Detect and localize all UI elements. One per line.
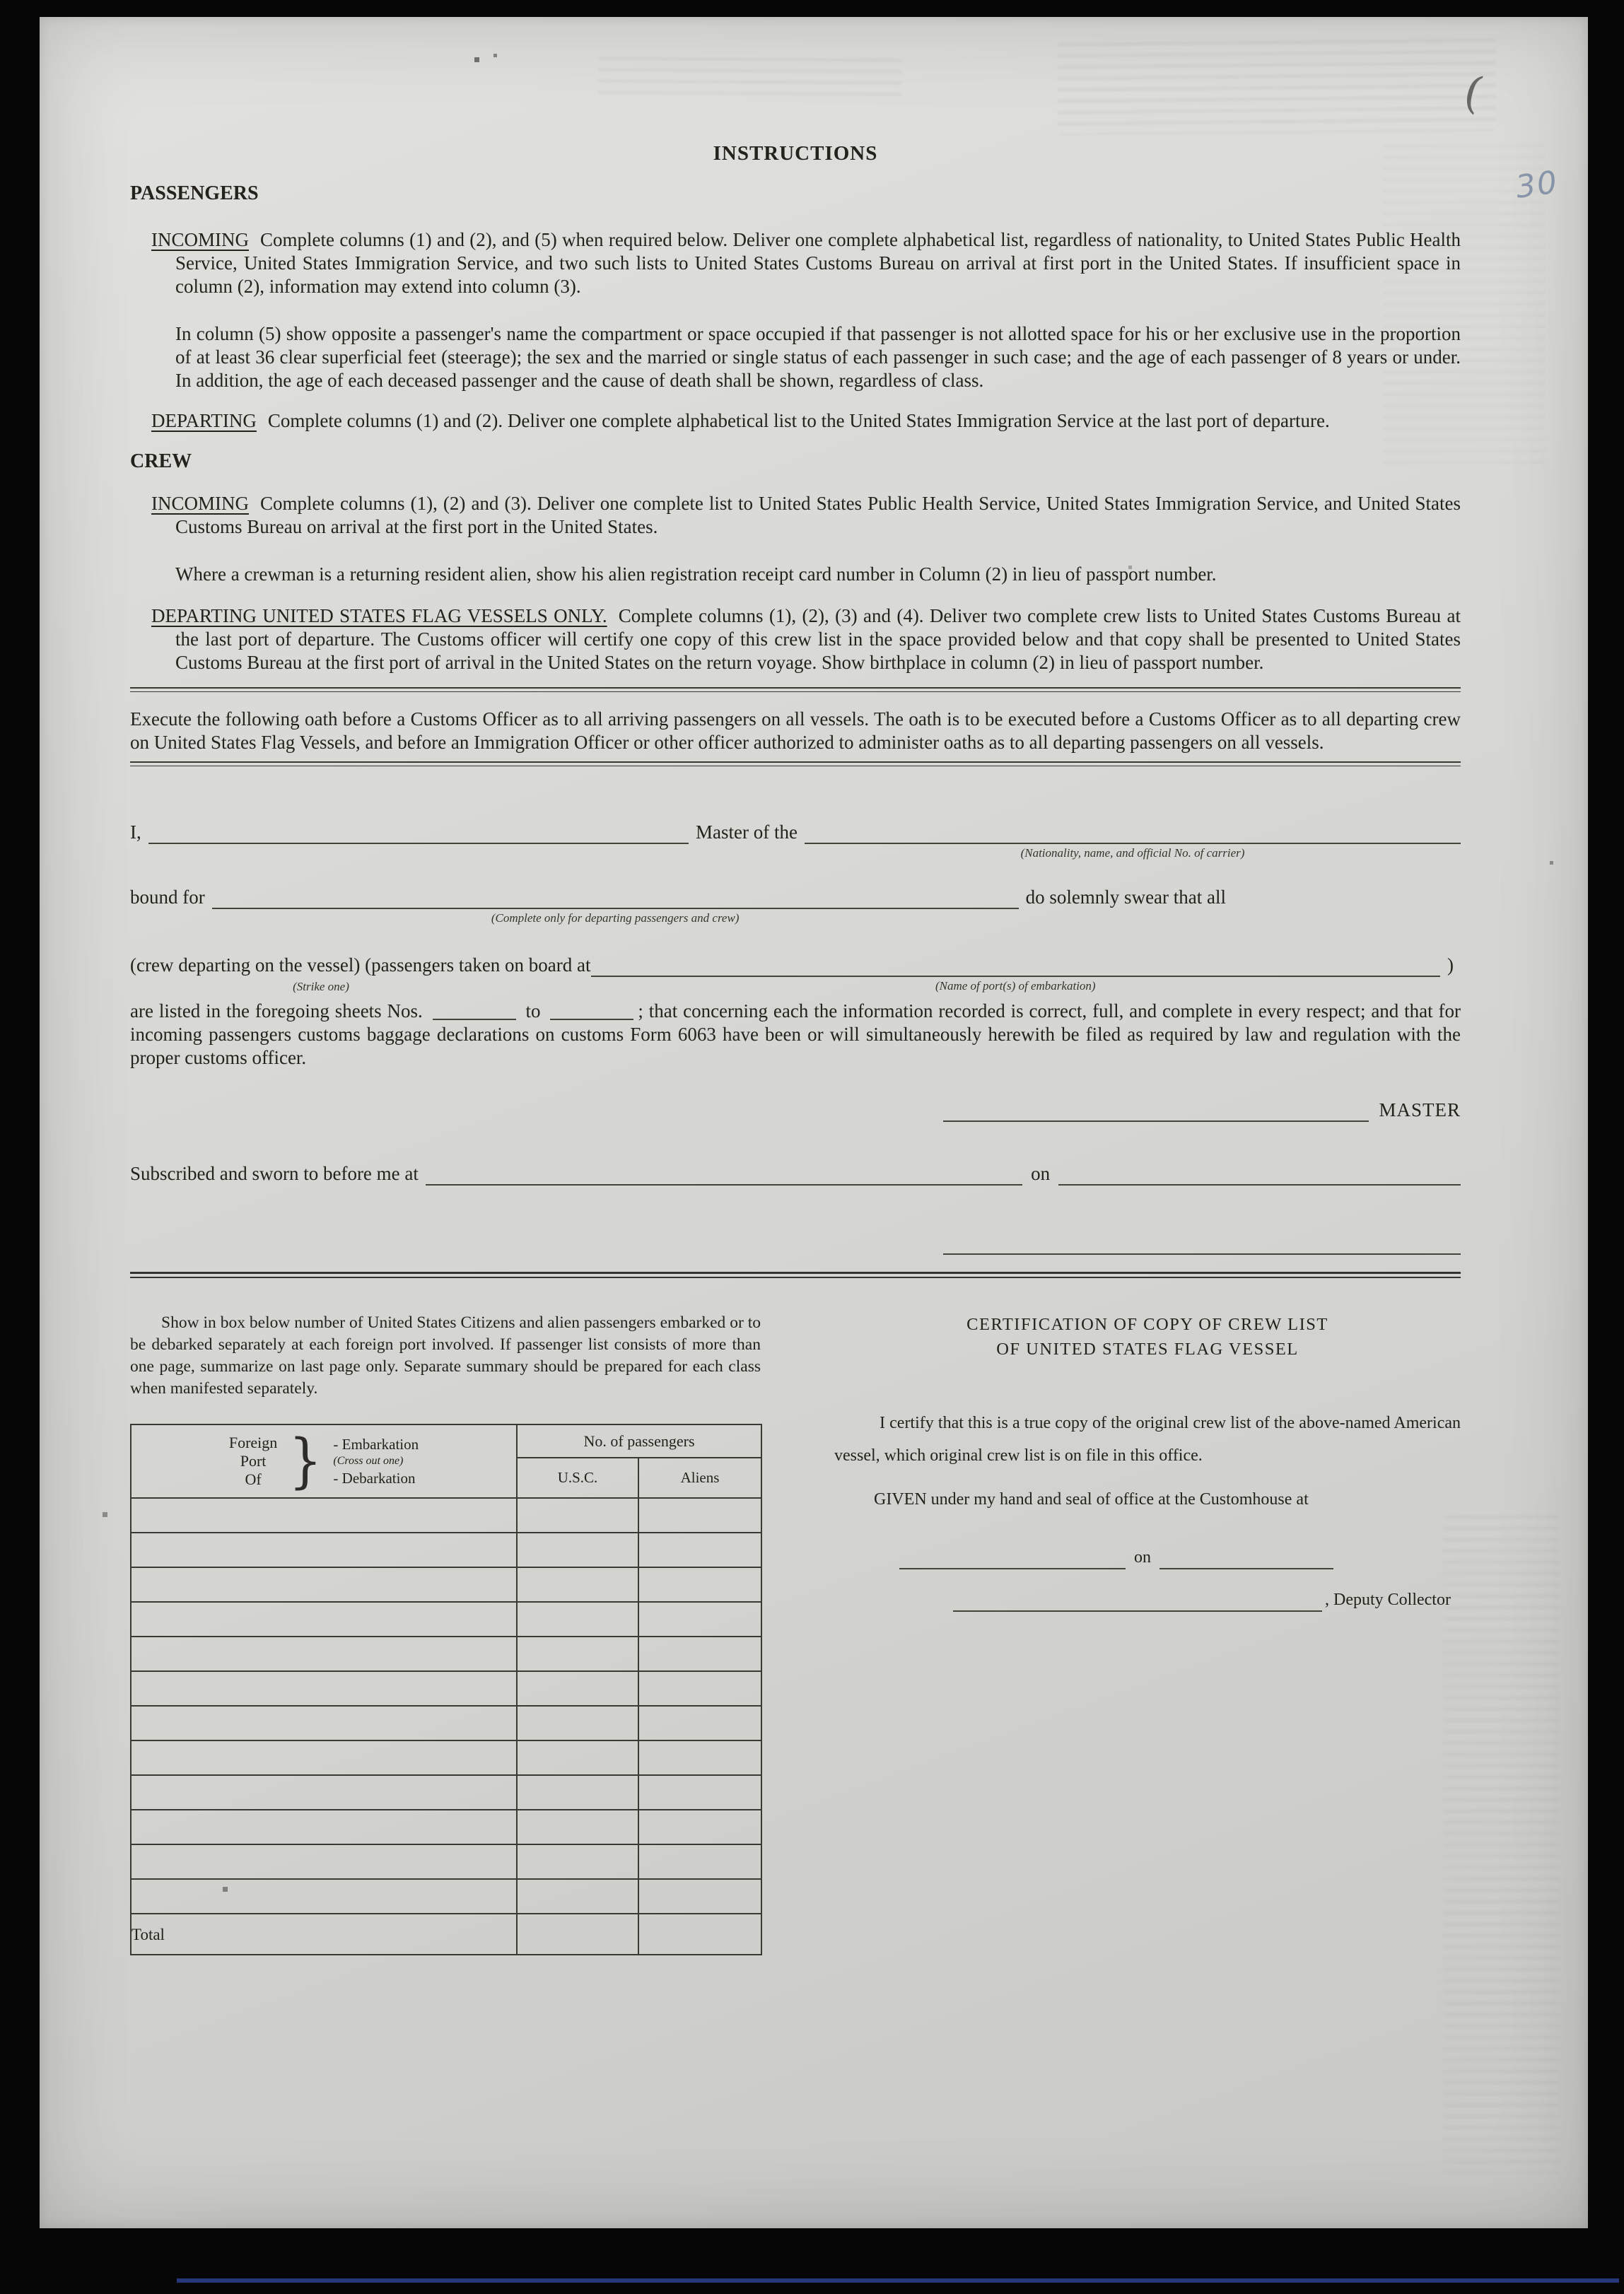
usc-cell[interactable] — [517, 1810, 638, 1844]
on-word: on — [1031, 1163, 1051, 1184]
certification-heading-2: OF UNITED STATES FLAG VESSEL — [996, 1340, 1299, 1359]
master-of-label: Master of the — [696, 821, 798, 843]
aliens-cell[interactable] — [638, 1844, 761, 1879]
table-row — [131, 1533, 761, 1567]
given-text: GIVEN under my hand and seal of office at the Customhouse at — [874, 1490, 1309, 1509]
foreign-port-header — [131, 1424, 517, 1498]
crew-departing-flag-paragraph — [151, 604, 1461, 674]
strike-one-row — [130, 953, 1461, 993]
summary-column — [130, 1312, 761, 1955]
officer-signature-blank[interactable] — [943, 1231, 1461, 1255]
port-cell[interactable] — [131, 1671, 517, 1706]
table-row — [131, 1671, 761, 1706]
deputy-row — [953, 1588, 1461, 1612]
aliens-cell[interactable] — [638, 1602, 761, 1637]
divider-rule — [130, 687, 1461, 692]
aliens-cell[interactable] — [638, 1533, 761, 1567]
sheets-to-blank[interactable] — [550, 1000, 633, 1020]
listed-text-2: ; that concerning each the information recorded is correct, full, and complete in every respect; and that for incoming passengers customs baggage declarations on customs Form 6063 have been or will simultaneously herewith be filed as required by law and regulation with the proper customs officer. — [130, 1000, 1461, 1068]
port-cell[interactable] — [131, 1740, 517, 1775]
total-row — [131, 1914, 761, 1955]
aliens-cell[interactable] — [638, 1810, 761, 1844]
subscribed-label: Subscribed and sworn to before me at — [130, 1163, 419, 1184]
page-title: INSTRUCTIONS — [713, 142, 878, 165]
port-cell[interactable] — [131, 1637, 517, 1671]
usc-cell[interactable] — [517, 1602, 638, 1637]
certification-column — [834, 1312, 1461, 1955]
vessel-name-blank[interactable] — [805, 820, 1461, 860]
usc-cell[interactable] — [517, 1567, 638, 1602]
crew-heading: CREW — [130, 450, 192, 472]
carrier-caption: (Nationality, name, and official No. of carrier) — [1020, 846, 1245, 860]
customhouse-date-blank[interactable] — [1159, 1545, 1333, 1569]
table-row — [131, 1567, 761, 1602]
divider-rule — [130, 761, 1461, 766]
subscribed-row — [130, 1161, 1461, 1186]
port-caption: (Name of port(s) of embarkation) — [935, 979, 1096, 993]
deputy-signature-blank[interactable] — [953, 1588, 1322, 1612]
passengers-departing-paragraph — [151, 409, 1461, 433]
usc-cell[interactable] — [517, 1775, 638, 1810]
aliens-header: Aliens — [638, 1458, 761, 1498]
sheets-from-blank[interactable] — [433, 1000, 516, 1020]
port-cell[interactable] — [131, 1602, 517, 1637]
port-cell[interactable] — [131, 1567, 517, 1602]
incoming-label: INCOMING — [151, 229, 249, 250]
swear-label: do solemnly swear that all — [1025, 886, 1226, 908]
master-label: MASTER — [1379, 1099, 1461, 1120]
usc-cell[interactable] — [517, 1498, 638, 1533]
foreign-port-header-inner — [132, 1427, 516, 1496]
passengers-incoming-paragraph — [151, 228, 1461, 298]
bound-for-caption: (Complete only for departing passengers and crew) — [491, 911, 740, 925]
brace-glyph: } — [288, 1427, 322, 1496]
crew-incoming-paragraph — [151, 492, 1461, 539]
table-row — [131, 1810, 761, 1844]
incoming-text: Complete columns (1) and (2), and (5) when required below. Deliver one complete alphabetical list, regardless of nationality, to United States Public Health Service, United States Immigration Service, and two such lists to United States Customs Bureau on arrival at first port in the United States. If insufficient space in column (2), information may extend into column (3). — [175, 229, 1461, 297]
aliens-cell[interactable] — [638, 1671, 761, 1706]
strike-caption: (Strike one) — [293, 980, 349, 993]
destination-blank[interactable] — [212, 885, 1019, 925]
passengers-count-header: No. of passengers — [517, 1424, 761, 1458]
debarkation-option[interactable]: - Debarkation — [333, 1470, 416, 1487]
table-row — [131, 1775, 761, 1810]
usc-cell[interactable] — [517, 1844, 638, 1879]
cert-on-word: on — [1134, 1548, 1151, 1567]
crew-incoming-text: Complete columns (1), (2) and (3). Deliver one complete list to United States Public Health Service, United States Immigration Service, and United States Customs Bureau on arrival at the first port in the United States. — [175, 493, 1461, 537]
aliens-cell[interactable] — [638, 1498, 761, 1533]
table-row — [131, 1706, 761, 1740]
oath-note: Execute the following oath before a Customs Officer as to all arriving passengers on all vessels. The oath is to be executed before a Customs Officer as to all departing crew on United States Flag Vessels, and before an Immigration Officer or other officer authorized to administer oaths as to all departing passengers on all vessels. — [130, 708, 1461, 753]
usc-total-cell[interactable] — [517, 1914, 638, 1955]
aliens-cell[interactable] — [638, 1879, 761, 1914]
master-oath-row — [130, 820, 1461, 860]
port-cell[interactable] — [131, 1706, 517, 1740]
customhouse-row — [899, 1545, 1333, 1569]
listed-paragraph — [130, 1000, 1461, 1070]
master-name-blank[interactable] — [148, 820, 689, 844]
officer-signature-row — [943, 1231, 1461, 1255]
divider-rule-thick — [130, 1272, 1461, 1278]
handwritten-mark: 30 — [1513, 164, 1561, 206]
port-cell[interactable] — [131, 1498, 517, 1533]
aliens-cell[interactable] — [638, 1706, 761, 1740]
aliens-cell[interactable] — [638, 1775, 761, 1810]
listed-text-1: are listed in the foregoing sheets Nos. — [130, 1000, 423, 1022]
master-signature-row — [943, 1098, 1461, 1122]
close-paren: ) — [1447, 954, 1454, 976]
port-cell[interactable] — [131, 1775, 517, 1810]
scan-edge-line — [177, 2278, 1619, 2283]
usc-cell[interactable] — [517, 1637, 638, 1671]
bound-for-row — [130, 885, 1233, 925]
aliens-cell[interactable] — [638, 1567, 761, 1602]
crew-incoming-label: INCOMING — [151, 493, 249, 514]
departing-label: DEPARTING — [151, 410, 257, 431]
deputy-collector-label: , Deputy Collector — [1325, 1591, 1451, 1609]
summary-note: Show in box below number of United States Citizens and alien passengers embarked or to be debarked separately at each foreign port involved. If passenger list consists of more than one page, summarize on last page only. Separate summary should be prepared for each class when manifested separately. — [130, 1313, 761, 1398]
i-label: I, — [130, 821, 141, 843]
certify-text: I certify that this is a true copy of the original crew list of the above-named American vessel, which original crew list is on file in this office. — [834, 1414, 1461, 1465]
usc-cell[interactable] — [517, 1533, 638, 1567]
master-signature-blank[interactable] — [943, 1098, 1369, 1122]
passenger-summary-table — [130, 1424, 762, 1955]
cross-out-caption: (Cross out one) — [333, 1455, 404, 1467]
aliens-cell[interactable] — [638, 1740, 761, 1775]
departing-text: Complete columns (1) and (2). Deliver one complete alphabetical list to the United States Immigration Service at the last port of departure. — [267, 410, 1330, 431]
departing-flag-label: DEPARTING UNITED STATES FLAG VESSELS ONLY. — [151, 605, 607, 626]
embarkation-option[interactable]: - Embarkation — [333, 1436, 419, 1453]
usc-header: U.S.C. — [517, 1458, 638, 1498]
port-cell[interactable] — [131, 1810, 517, 1844]
usc-cell[interactable] — [517, 1706, 638, 1740]
column5-note: In column (5) show opposite a passenger's name the compartment or space occupied if that passenger is not allotted space for his or her exclusive use in the proportion of at least 36 clear superficial feet (steerage); the sex and the married or single status of each passenger in such case; and the age of each passenger of 8 years or under. In addition, the age of each deceased passenger and the cause of death shall be shown, regardless of class. — [175, 323, 1461, 391]
subscribed-place-blank[interactable] — [426, 1161, 1022, 1186]
foreign-port-words: Foreign Port Of — [228, 1434, 278, 1488]
page-content — [130, 17, 1461, 1955]
total-label: Total — [131, 1914, 517, 1955]
customhouse-place-blank[interactable] — [899, 1545, 1126, 1569]
embarkation-port-blank[interactable] — [591, 953, 1440, 993]
aliens-total-cell[interactable] — [638, 1914, 761, 1955]
bound-for-label: bound for — [130, 886, 205, 908]
usc-cell[interactable] — [517, 1879, 638, 1914]
to-word: to — [525, 1000, 541, 1022]
table-row — [131, 1602, 761, 1637]
scanned-page — [40, 17, 1588, 2228]
usc-cell[interactable] — [517, 1671, 638, 1706]
table-row — [131, 1879, 761, 1914]
table-row — [131, 1637, 761, 1671]
pen-mark: ( — [1459, 65, 1488, 119]
port-cell[interactable] — [131, 1844, 517, 1879]
resident-alien-note: Where a crewman is a returning resident alien, show his alien registration receipt card number in Column (2) in lieu of passport number. — [175, 563, 1217, 585]
strike-phrase-wrap — [130, 954, 591, 993]
departing-flag-text: Complete columns (1), (2), (3) and (4). Deliver two complete crew lists to United States Customs Bureau at the last port of departure. The Customs officer will certify one copy of this crew list in the space provided below and that copy shall be presented to United States Customs Bureau at the first port of arrival in the United States on the return voyage. Show birthplace in column (2) in lieu of passport number. — [175, 605, 1461, 673]
passengers-heading: PASSENGERS — [130, 182, 259, 204]
subscribed-date-blank[interactable] — [1058, 1161, 1461, 1186]
aliens-cell[interactable] — [638, 1637, 761, 1671]
certification-heading-1: CERTIFICATION OF COPY OF CREW LIST — [966, 1315, 1328, 1334]
port-cell[interactable] — [131, 1533, 517, 1567]
strike-phrase: (crew departing on the vessel) (passengers taken on board at — [130, 954, 591, 976]
table-row — [131, 1498, 761, 1533]
port-cell[interactable] — [131, 1879, 517, 1914]
usc-cell[interactable] — [517, 1740, 638, 1775]
bottom-section — [130, 1312, 1461, 1955]
table-row — [131, 1740, 761, 1775]
table-row — [131, 1844, 761, 1879]
embark-debark-options — [333, 1436, 419, 1487]
